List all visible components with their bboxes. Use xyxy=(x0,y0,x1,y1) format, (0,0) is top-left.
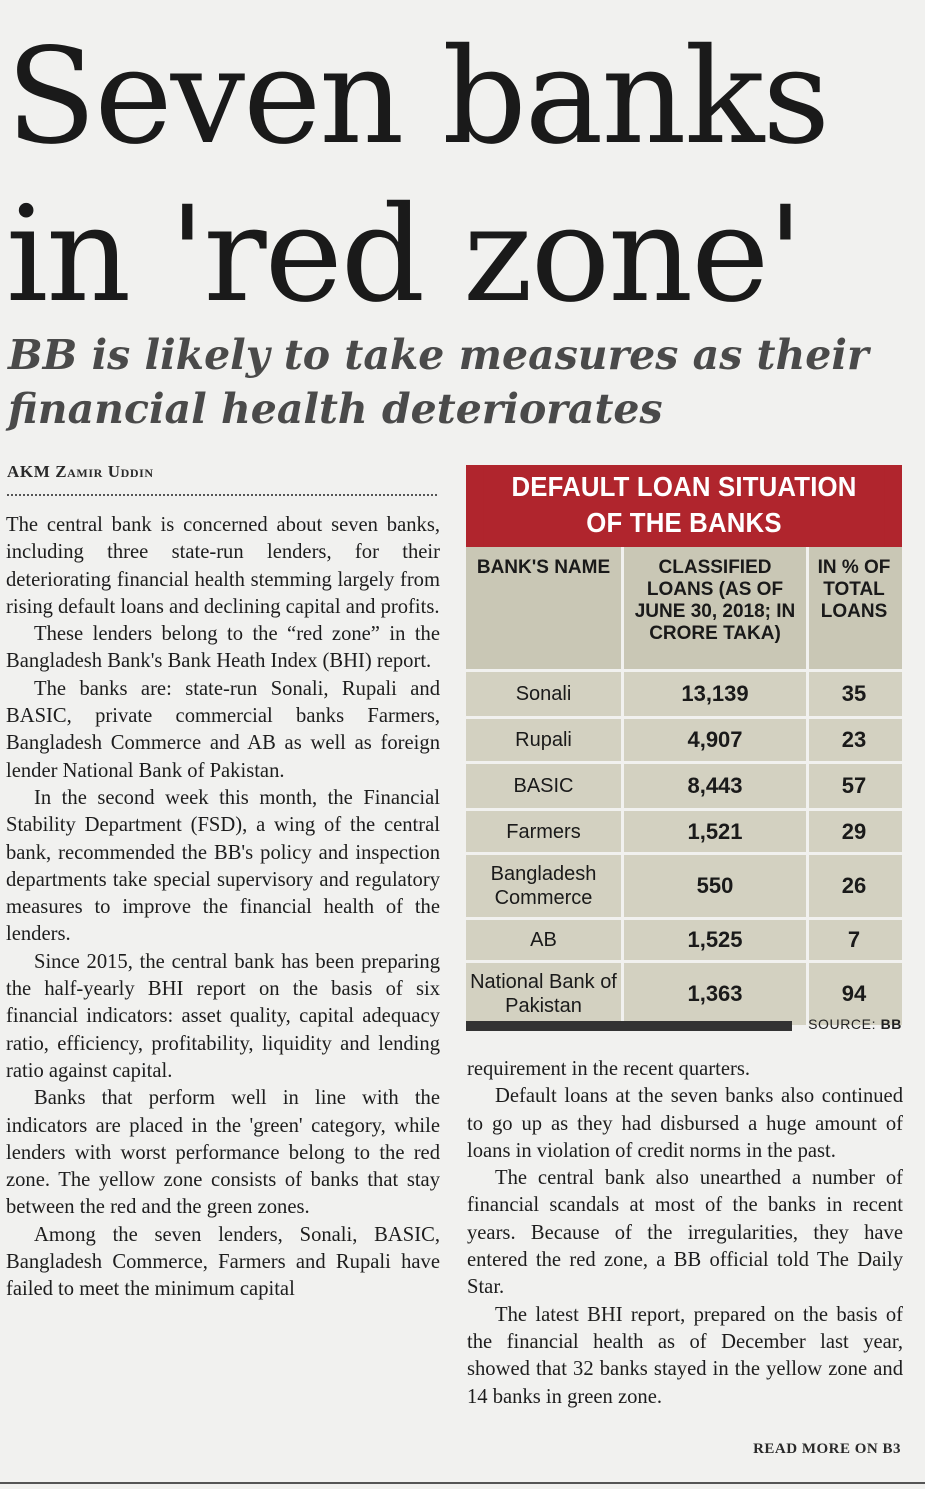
percent-total: 29 xyxy=(841,818,867,844)
default-loan-table xyxy=(466,465,902,1025)
header-percent-total: IN % OF TOTAL LOANS xyxy=(817,557,891,622)
paragraph: Among the seven lenders, Sonali, BASIC, Bangladesh Commerce, Farmers and Rupali have failed to meet the minimum capital xyxy=(6,1223,440,1301)
bank-name: Bangladesh Commerce xyxy=(466,855,624,917)
table-title xyxy=(483,465,884,547)
article-column-right xyxy=(467,1056,903,1411)
bottom-rule xyxy=(0,1482,925,1484)
table-row xyxy=(466,669,902,716)
percent-total: 26 xyxy=(841,873,867,898)
subheadline-line-2: financial health deteriorates xyxy=(8,385,663,433)
percent-total: 35 xyxy=(841,681,867,706)
paragraph: requirement in the recent quarters. xyxy=(467,1058,751,1080)
table-row xyxy=(466,761,902,808)
paragraph: The central bank also unearthed a number of financial scandals at most of the banks in recent years. Because of the irregularities, they have entered the red zone, a BB official told The Daily Star. xyxy=(467,1167,903,1299)
classified-loans: 4,907 xyxy=(624,719,809,761)
table-title-bar xyxy=(466,465,902,547)
article-column-left xyxy=(6,512,440,1304)
byline: AKM Zamir Uddin xyxy=(7,462,154,481)
table-source xyxy=(466,1018,902,1032)
bank-name: BASIC xyxy=(466,764,624,808)
percent-total: 23 xyxy=(841,727,867,752)
subheadline-line-1: BB is likely to take measures as their xyxy=(8,331,869,379)
read-more-link[interactable]: READ MORE ON B3 xyxy=(753,1441,901,1457)
subheadline xyxy=(8,328,908,436)
classified-loans: 1,363 xyxy=(624,963,809,1025)
classified-loans: 1,525 xyxy=(624,920,809,960)
classified-loans: 8,443 xyxy=(624,764,809,808)
bank-name: Sonali xyxy=(466,672,624,716)
source-value: BB xyxy=(880,1016,902,1032)
headline xyxy=(6,18,921,334)
paragraph: The banks are: state-run Sonali, Rupali and BASIC, private commercial banks Farmers, Bangladesh Commerce and AB as well as foreign lender National Bank of Pakistan. xyxy=(6,677,440,782)
table-row xyxy=(466,716,902,761)
source-rule xyxy=(466,1021,792,1031)
table-title-line-2: OF THE BANKS xyxy=(586,507,782,538)
source-credit xyxy=(808,1016,902,1032)
source-label: SOURCE: xyxy=(808,1016,877,1032)
table-row xyxy=(466,917,902,960)
paragraph: The central bank is concerned about seven banks, including three state-run lenders, for their deteriorating financial health stemming largely from rising default loans and declining capital and profits. xyxy=(6,514,440,618)
table-row xyxy=(466,808,902,852)
percent-total: 94 xyxy=(841,981,867,1006)
classified-loans: 13,139 xyxy=(624,672,809,716)
header-bank-name: BANK'S NAME xyxy=(466,547,624,669)
classified-loans: 1,521 xyxy=(624,811,809,852)
percent-total: 7 xyxy=(847,927,861,952)
bank-name: Farmers xyxy=(466,811,624,852)
paragraph: These lenders belong to the “red zone” in the Bangladesh Bank's Bank Heath Index (BHI) report. xyxy=(6,623,440,673)
classified-loans: 550 xyxy=(624,855,809,917)
paragraph: In the second week this month, the Financial Stability Department (FSD), a wing of the central bank, recommended the BB's policy and inspection departments take special supervisory and regulatory measures to improve the financial health of the lenders. xyxy=(6,786,440,946)
bank-name: AB xyxy=(466,920,624,960)
headline-line-2: in 'red zone' xyxy=(6,178,802,332)
header-classified-loans: CLASSIFIED LOANS (AS OF JUNE 30, 2018; IN CRORE TAKA) xyxy=(624,547,809,669)
paragraph: Since 2015, the central bank has been preparing the half-yearly BHI report on the basis of six financial indicators: asset quality, capital adequacy ratio, efficiency, profitability, liquidity and lending ratio against capital. xyxy=(6,950,440,1082)
paragraph: The latest BHI report, prepared on the basis of the financial health as of December last year, showed that 32 banks stayed in the yellow zone and 14 banks in green zone. xyxy=(467,1303,903,1408)
bank-name: Rupali xyxy=(466,719,624,761)
bank-name: National Bank of Pakistan xyxy=(466,963,624,1025)
headline-line-1: Seven banks xyxy=(6,20,829,174)
table-title-line-1: DEFAULT LOAN SITUATION xyxy=(511,471,857,502)
table-row xyxy=(466,852,902,917)
paragraph: Banks that perform well in line with the indicators are placed in the 'green' category, while lenders with worst performance belong to the red zone. The yellow zone consists of banks that stay between the red and the green zones. xyxy=(6,1087,440,1219)
byline-divider xyxy=(7,494,437,496)
table-grid xyxy=(466,547,902,1025)
percent-total: 57 xyxy=(841,773,867,798)
paragraph: Default loans at the seven banks also continued to go up as they had disbursed a huge amount of loans in violation of credit norms in the past. xyxy=(467,1085,903,1162)
table-header-row xyxy=(466,547,902,669)
